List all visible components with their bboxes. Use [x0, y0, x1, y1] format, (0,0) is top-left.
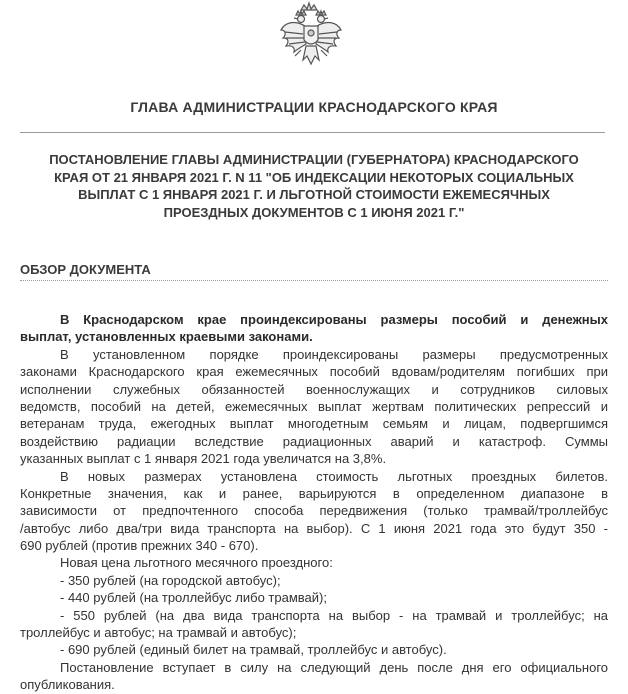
- body-line: указанных выплат с 1 января 2021 года увеличатся на 3,8%.: [20, 451, 387, 467]
- body-line: /автобус либо два/три вида транспорта на выбор). С 1 июня 2021 года это будут 350 -: [20, 520, 608, 536]
- authority-name: ГЛАВА АДМИНИСТРАЦИИ КРАСНОДАРСКОГО КРАЯ: [130, 99, 498, 115]
- body-line: опубликования.: [20, 677, 115, 693]
- body-line: зависимости от предпочтенного способа передвижения (только трамвай/троллейбус: [20, 503, 608, 519]
- body-line: В установленном порядке проиндексированы размеры предусмотренных: [60, 346, 608, 362]
- title-line: ВЫПЛАТ С 1 ЯНВАРЯ 2021 Г. И ЛЬГОТНОЙ СТОИМОСТИ ЕЖЕМЕСЯЧНЫХ: [78, 187, 550, 202]
- body-line: выплат, установленных краевыми законами.: [20, 329, 313, 345]
- body-line: ветеранам труда, ежегодных выплат многодетным семьям и лицам, подвергшимся: [20, 416, 608, 432]
- body-line: троллейбус и автобус; на трамвай и автобус);: [20, 625, 297, 641]
- body-line: - 690 рублей (единый билет на трамвай, троллейбус и автобус).: [60, 642, 447, 658]
- document-body: [20, 311, 608, 694]
- body-line: 690 рублей (против прежних 340 - 670).: [20, 538, 259, 554]
- russian-coat-of-arms-icon: [277, 0, 345, 68]
- title-line: ПОСТАНОВЛЕНИЕ ГЛАВЫ АДМИНИСТРАЦИИ (ГУБЕРНАТОРА) КРАСНОДАРСКОГО: [49, 152, 579, 167]
- body-line: - 550 рублей (на два вида транспорта на выбор - на трамвай и троллейбус; на: [60, 607, 608, 623]
- body-line: В новых размерах установлена стоимость льготных проездных билетов.: [60, 468, 608, 484]
- body-line: ведомств, пособий на детей, ежемесячных выплат жертвам политических репрессий и: [20, 398, 608, 414]
- header-divider: [20, 132, 605, 133]
- body-line: Конкретные значения, как и ранее, варьируются в определенном диапазоне в: [20, 485, 608, 501]
- section-heading: ОБЗОР ДОКУМЕНТА: [20, 262, 151, 277]
- section-divider: [20, 280, 608, 281]
- document-title: [28, 151, 600, 221]
- body-line: - 440 рублей (на троллейбус либо трамвай);: [60, 590, 327, 606]
- body-line: Новая цена льготного месячного проездного:: [60, 555, 333, 571]
- title-line: ПРОЕЗДНЫХ ДОКУМЕНТОВ С 1 ИЮНЯ 2021 Г.": [163, 204, 465, 220]
- body-line: исполнении служебных обязанностей военнослужащих и сотрудников силовых: [20, 381, 608, 397]
- body-line: В Краснодарском крае проиндексированы размеры пособий и денежных: [60, 312, 608, 327]
- body-line: законами Краснодарского края ежемесячных пособий вдовам/родителям погибших при: [20, 364, 608, 380]
- body-line: воздействию радиации вследствие радиационных аварий и катастроф. Суммы: [20, 433, 608, 449]
- title-line: КРАЯ ОТ 21 ЯНВАРЯ 2021 Г. N 11 "ОБ ИНДЕКСАЦИИ НЕКОТОРЫХ СОЦИАЛЬНЫХ: [54, 169, 574, 185]
- body-line: - 350 рублей (на городской автобус);: [60, 572, 281, 588]
- body-line: Постановление вступает в силу на следующий день после дня его официального: [60, 659, 608, 675]
